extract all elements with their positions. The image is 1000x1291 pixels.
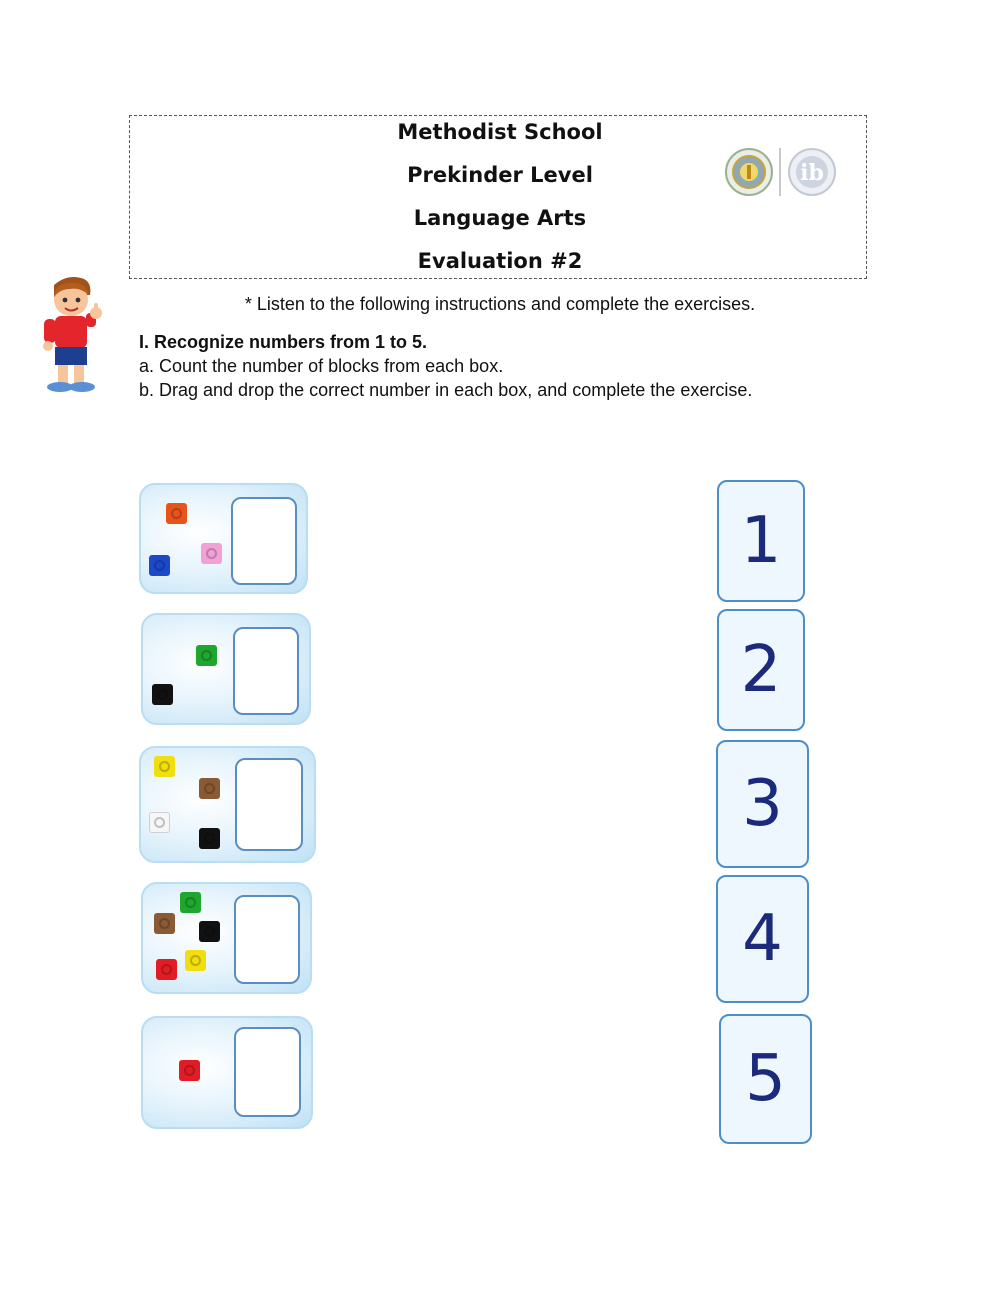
answer-drop-slot-1[interactable] [231, 497, 297, 585]
ib-logo-icon [789, 149, 835, 195]
block [199, 778, 220, 799]
block [152, 684, 173, 705]
counting-box-5 [141, 1016, 313, 1129]
answer-drop-slot-5[interactable] [234, 1027, 301, 1117]
counting-box-2 [141, 613, 311, 725]
counting-box-1 [139, 483, 308, 594]
subject-title: Language Arts [413, 206, 587, 230]
block [149, 555, 170, 576]
block [179, 1060, 200, 1081]
number-tile-3[interactable]: 3 [716, 740, 809, 868]
block [201, 543, 222, 564]
number-tile-4[interactable]: 4 [716, 875, 809, 1003]
step-a-text: a. Count the number of blocks from each box. [139, 356, 504, 376]
evaluation-title: Evaluation #2 [417, 249, 583, 273]
kid-thumbs-up-icon [40, 273, 110, 395]
number-tile-2[interactable]: 2 [717, 609, 805, 731]
block [149, 812, 170, 833]
svg-text:ib: ib [800, 160, 824, 186]
school-seal-icon [726, 149, 772, 195]
block [199, 921, 220, 942]
level-title: Prekinder Level [407, 163, 593, 187]
answer-drop-slot-3[interactable] [235, 758, 303, 851]
school-name: Methodist School [397, 120, 603, 144]
block [154, 913, 175, 934]
block [185, 950, 206, 971]
block [154, 756, 175, 777]
answer-drop-slot-2[interactable] [233, 627, 299, 715]
step-b-text: b. Drag and drop the correct number in each box, and complete the exercise. [139, 380, 753, 400]
counting-box-4 [141, 882, 312, 994]
counting-box-3 [139, 746, 316, 863]
block [199, 828, 220, 849]
block [196, 645, 217, 666]
block [156, 959, 177, 980]
listen-instruction: * Listen to the following instructions and complete the exercises. [244, 294, 756, 314]
number-tile-5[interactable]: 5 [719, 1014, 812, 1144]
block [180, 892, 201, 913]
section-title: I. Recognize numbers from 1 to 5. [139, 332, 428, 352]
number-tile-1[interactable]: 1 [717, 480, 805, 602]
school-logos [724, 144, 844, 200]
answer-drop-slot-4[interactable] [234, 895, 300, 984]
block [166, 503, 187, 524]
